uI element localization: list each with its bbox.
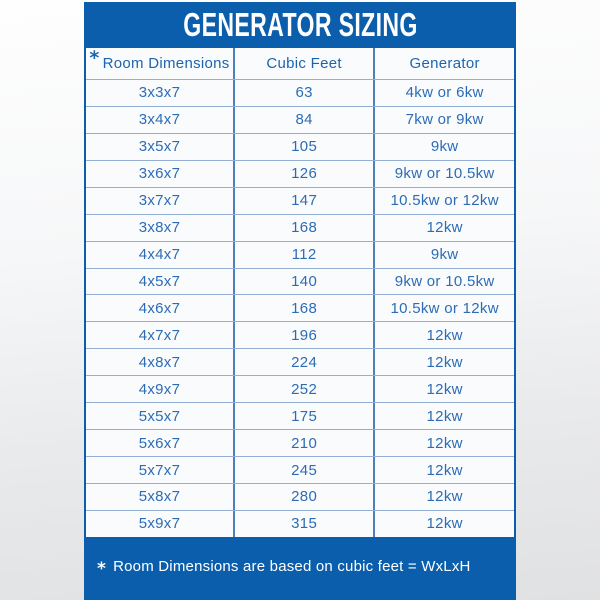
column-header-cubic-feet: Cubic Feet bbox=[235, 48, 375, 79]
asterisk-icon: * bbox=[97, 559, 107, 579]
generator-cell: 9kw bbox=[430, 138, 459, 156]
room-dimensions-cell: 3x7x7 bbox=[86, 188, 235, 214]
table-row bbox=[86, 322, 514, 349]
cubic-feet-cell: 147 bbox=[235, 188, 375, 214]
cubic-feet-cell: 196 bbox=[235, 322, 375, 348]
column-header-room-dimensions bbox=[86, 48, 235, 79]
room-dimensions-cell: 4x7x7 bbox=[86, 322, 235, 348]
table-row bbox=[86, 107, 514, 134]
table-row bbox=[86, 457, 514, 484]
cubic-feet-cell: 280 bbox=[235, 484, 375, 510]
cubic-feet-cell: 168 bbox=[235, 215, 375, 241]
room-dimensions-cell: 4x5x7 bbox=[86, 269, 235, 295]
table-row bbox=[86, 134, 514, 161]
generator-cell: 7kw or 9kw bbox=[405, 111, 484, 129]
table-row bbox=[86, 484, 514, 511]
column-header-room-label: Room Dimensions bbox=[102, 54, 230, 72]
cubic-feet-cell: 224 bbox=[235, 349, 375, 375]
room-dimensions-cell: 3x6x7 bbox=[86, 161, 235, 187]
room-dimensions-cell: 4x8x7 bbox=[86, 349, 235, 375]
generator-cell: 9kw bbox=[430, 246, 459, 264]
room-dimensions-cell: 4x9x7 bbox=[86, 376, 235, 402]
table-row bbox=[86, 403, 514, 430]
cubic-feet-cell: 84 bbox=[235, 107, 375, 133]
room-dimensions-cell: 5x5x7 bbox=[86, 403, 235, 429]
table-row bbox=[86, 430, 514, 457]
asterisk-icon: * bbox=[89, 47, 100, 70]
footnote bbox=[84, 537, 516, 600]
room-dimensions-cell: 4x6x7 bbox=[86, 295, 235, 321]
generator-cell: 12kw bbox=[426, 407, 463, 425]
cubic-feet-cell: 105 bbox=[235, 134, 375, 160]
room-dimensions-cell: 5x6x7 bbox=[86, 430, 235, 456]
page-title: GENERATOR SIZING bbox=[182, 6, 418, 43]
footnote-text: Room Dimensions are based on cubic feet = WxLxH bbox=[113, 558, 471, 575]
room-dimensions-cell: 3x8x7 bbox=[86, 215, 235, 241]
table-row bbox=[86, 161, 514, 188]
generator-cell: 12kw bbox=[426, 326, 463, 344]
room-dimensions-cell: 3x5x7 bbox=[86, 134, 235, 160]
room-dimensions-cell: 3x3x7 bbox=[86, 80, 235, 106]
table-row bbox=[86, 80, 514, 107]
generator-cell: 9kw or 10.5kw bbox=[394, 165, 495, 183]
room-dimensions-cell: 5x9x7 bbox=[86, 511, 235, 537]
generator-cell: 9kw or 10.5kw bbox=[394, 272, 495, 290]
table-row bbox=[86, 511, 514, 537]
column-header-generator: Generator bbox=[409, 54, 480, 72]
room-dimensions-cell: 4x4x7 bbox=[86, 242, 235, 268]
generator-cell: 12kw bbox=[426, 461, 463, 479]
cubic-feet-cell: 168 bbox=[235, 295, 375, 321]
cubic-feet-cell: 63 bbox=[235, 80, 375, 106]
generator-cell: 12kw bbox=[426, 515, 463, 533]
table-row bbox=[86, 376, 514, 403]
generator-cell: 10.5kw or 12kw bbox=[390, 299, 499, 317]
table-row bbox=[86, 269, 514, 296]
generator-cell: 12kw bbox=[426, 380, 463, 398]
generator-cell: 10.5kw or 12kw bbox=[390, 192, 499, 210]
cubic-feet-cell: 245 bbox=[235, 457, 375, 483]
table-header-row bbox=[86, 48, 514, 80]
generator-cell: 12kw bbox=[426, 488, 463, 506]
cubic-feet-cell: 210 bbox=[235, 430, 375, 456]
table-row bbox=[86, 215, 514, 242]
room-dimensions-cell: 5x7x7 bbox=[86, 457, 235, 483]
cubic-feet-cell: 126 bbox=[235, 161, 375, 187]
cubic-feet-cell: 140 bbox=[235, 269, 375, 295]
table-row bbox=[86, 295, 514, 322]
generator-sizing-table bbox=[84, 48, 516, 537]
table-row bbox=[86, 242, 514, 269]
generator-cell: 4kw or 6kw bbox=[405, 84, 484, 102]
generator-cell: 12kw bbox=[426, 219, 463, 237]
table-row bbox=[86, 188, 514, 215]
cubic-feet-cell: 112 bbox=[235, 242, 375, 268]
room-dimensions-cell: 5x8x7 bbox=[86, 484, 235, 510]
cubic-feet-cell: 315 bbox=[235, 511, 375, 537]
generator-cell: 12kw bbox=[426, 353, 463, 371]
title-band bbox=[84, 2, 516, 48]
generator-cell: 12kw bbox=[426, 434, 463, 452]
table-row bbox=[86, 349, 514, 376]
cubic-feet-cell: 175 bbox=[235, 403, 375, 429]
generator-sizing-card bbox=[84, 2, 516, 600]
room-dimensions-cell: 3x4x7 bbox=[86, 107, 235, 133]
cubic-feet-cell: 252 bbox=[235, 376, 375, 402]
